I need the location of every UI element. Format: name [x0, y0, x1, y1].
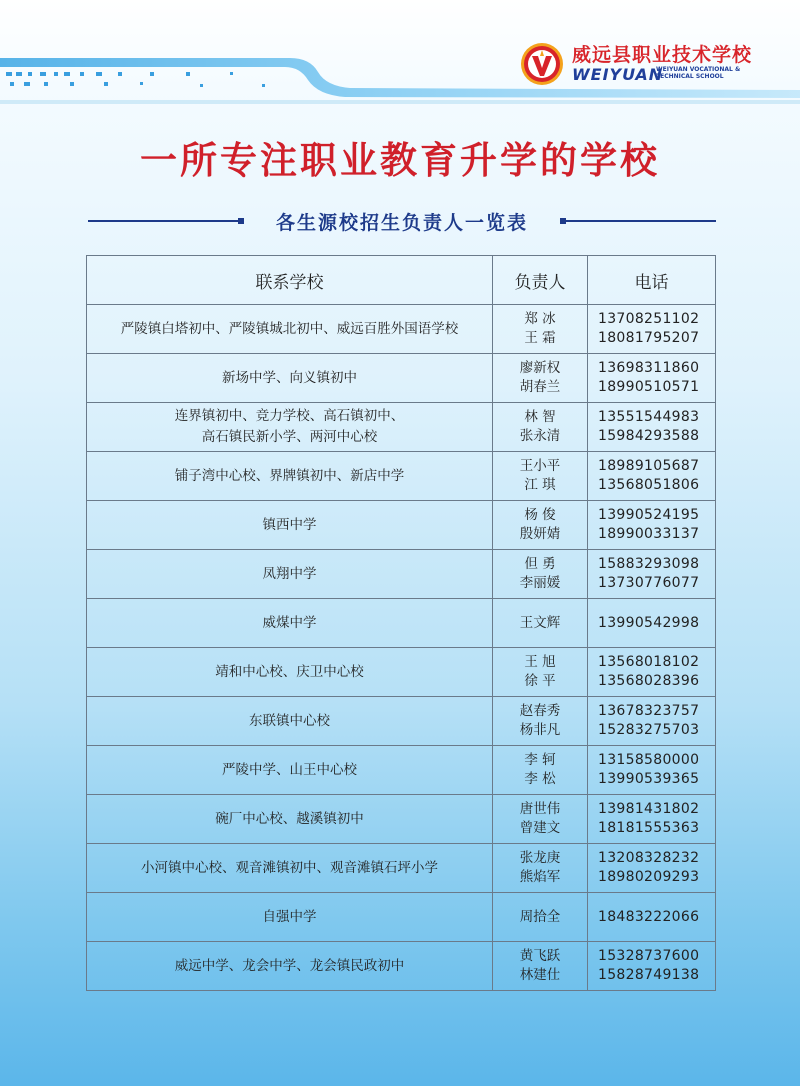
person-cell: [493, 648, 588, 697]
person-cell-line: 杨非凡: [519, 722, 561, 738]
phone-cell-line[interactable]: 13990542998: [598, 614, 700, 631]
phone-cell: [588, 648, 716, 697]
phone-cell-line[interactable]: 18181555363: [598, 820, 700, 836]
person-cell-line: 张永清: [519, 428, 561, 444]
school-cell-line: 凤翔中学: [262, 565, 317, 582]
school-cell: [87, 550, 493, 599]
person-cell: [493, 795, 588, 844]
table-header-row: [87, 256, 716, 305]
person-cell-line: 王小平: [519, 458, 561, 474]
school-cell: [87, 452, 493, 501]
phone-cell: [588, 403, 716, 452]
table-row: [87, 501, 716, 550]
phone-cell-line[interactable]: 18989105687: [598, 458, 700, 474]
phone-cell: [588, 942, 716, 991]
school-cell-line: 威煤中学: [262, 614, 317, 631]
person-cell-line: 林建仕: [519, 967, 561, 983]
person-cell: [493, 893, 588, 942]
phone-cell: [588, 746, 716, 795]
phone-cell-line[interactable]: 13708251102: [598, 311, 700, 327]
school-cell: [87, 893, 493, 942]
phone-cell: [588, 795, 716, 844]
phone-cell: [588, 893, 716, 942]
person-cell-line: 王文辉: [519, 614, 561, 631]
person-cell: [493, 305, 588, 354]
table-row: [87, 305, 716, 354]
header-phone: 电话: [588, 256, 716, 305]
person-cell-line: 赵春秀: [519, 703, 561, 719]
person-cell-line: 但 勇: [524, 556, 556, 572]
school-cell-line: 新场中学、向义镇初中: [222, 369, 357, 386]
phone-cell: [588, 452, 716, 501]
phone-cell-line[interactable]: 18980209293: [598, 869, 700, 885]
school-cell-line: 小河镇中心校、观音滩镇初中、观音滩镇石坪小学: [141, 859, 438, 876]
school-cell: [87, 844, 493, 893]
school-emblem-icon: [520, 42, 564, 86]
person-cell-line: 江 琪: [524, 477, 556, 493]
phone-cell-line[interactable]: 13698311860: [598, 360, 700, 376]
phone-cell-line[interactable]: 15328737600: [598, 948, 700, 964]
school-cell: [87, 942, 493, 991]
phone-cell: [588, 550, 716, 599]
school-cell-line: 高石镇民新小学、两河中心校: [201, 429, 378, 445]
person-cell-line: 李 轲: [524, 752, 556, 768]
person-cell-line: 熊焰军: [519, 869, 561, 885]
phone-cell-line[interactable]: 13990524195: [598, 507, 700, 523]
person-cell-line: 廖新权: [519, 360, 561, 376]
person-cell-line: 王 旭: [524, 654, 556, 670]
school-cell-line: 靖和中心校、庆卫中心校: [215, 663, 364, 680]
school-logo: [520, 38, 775, 88]
person-cell: [493, 942, 588, 991]
school-cell: [87, 648, 493, 697]
phone-cell-line[interactable]: 13678323757: [598, 703, 700, 719]
table-row: [87, 795, 716, 844]
phone-cell-line[interactable]: 13730776077: [598, 575, 700, 591]
school-cell-line: 威远中学、龙会中学、龙会镇民政初中: [174, 957, 405, 974]
table-body: [87, 305, 716, 991]
phone-cell-line[interactable]: 18081795207: [598, 330, 700, 346]
subtitle-row: [88, 208, 716, 234]
person-cell: [493, 599, 588, 648]
school-cell: [87, 354, 493, 403]
phone-cell-line[interactable]: 13208328232: [598, 850, 700, 866]
phone-cell: [588, 305, 716, 354]
phone-cell-line[interactable]: 13158580000: [598, 752, 700, 768]
person-cell: [493, 697, 588, 746]
phone-cell-line[interactable]: 13568018102: [598, 654, 700, 670]
school-cell-line: 自强中学: [262, 908, 317, 925]
school-name-cn: 威远县职业技术学校: [572, 44, 753, 66]
person-cell-line: 黄飞跃: [519, 948, 561, 964]
phone-cell: [588, 501, 716, 550]
person-cell: [493, 354, 588, 403]
person-cell-line: 周拾全: [519, 908, 561, 925]
person-cell: [493, 550, 588, 599]
table-row: [87, 844, 716, 893]
contacts-table: [86, 255, 716, 991]
person-cell-line: 李 松: [524, 771, 556, 787]
phone-cell-line[interactable]: 13568051806: [598, 477, 700, 493]
table-row: [87, 550, 716, 599]
page-headline: 一所专注职业教育升学的学校: [140, 139, 660, 182]
school-cell-line: 严陵镇白塔初中、严陵镇城北初中、威远百胜外国语学校: [120, 320, 459, 337]
person-cell-line: 唐世伟: [519, 801, 561, 817]
school-cell: [87, 403, 493, 452]
person-cell: [493, 844, 588, 893]
school-cell-line: 严陵中学、山王中心校: [222, 761, 357, 778]
school-cell-line: 铺子湾中心校、界牌镇初中、新店中学: [174, 467, 405, 484]
phone-cell-line[interactable]: 18990510571: [598, 379, 700, 395]
phone-cell-line[interactable]: 15984293588: [598, 428, 700, 444]
phone-cell-line[interactable]: 13551544983: [598, 409, 700, 425]
person-cell-line: 胡春兰: [519, 379, 561, 395]
person-cell-line: 张龙庚: [519, 850, 561, 866]
school-name-en-sub: WEIYUAN VOCATIONAL & TECHNICAL SCHOOL: [656, 66, 741, 80]
school-cell: [87, 501, 493, 550]
header-person: 负责人: [493, 256, 588, 305]
school-cell-line: 东联镇中心校: [249, 712, 330, 729]
phone-cell-line[interactable]: 13568028396: [598, 673, 700, 689]
phone-cell: [588, 354, 716, 403]
phone-cell-line[interactable]: 13990539365: [598, 771, 700, 787]
person-cell-line: 李丽媛: [519, 575, 561, 591]
school-cell-line: 镇西中学: [262, 516, 317, 533]
phone-cell-line[interactable]: 18990033137: [598, 526, 700, 542]
person-cell-line: 王 霜: [524, 330, 556, 346]
table-row: [87, 648, 716, 697]
table-row: [87, 354, 716, 403]
person-cell-line: 林 智: [524, 409, 556, 425]
person-cell: [493, 501, 588, 550]
person-cell-line: 殷妍婧: [519, 526, 561, 542]
person-cell-line: 曾建文: [519, 820, 561, 836]
school-cell: [87, 305, 493, 354]
phone-cell: [588, 844, 716, 893]
subtitle-rule-right: [566, 220, 716, 222]
school-cell: [87, 697, 493, 746]
table-row: [87, 746, 716, 795]
phone-cell-line[interactable]: 15828749138: [598, 967, 700, 983]
table-row: [87, 452, 716, 501]
phone-cell: [588, 697, 716, 746]
person-cell: [493, 403, 588, 452]
school-name-en: WEIYUAN: [572, 65, 664, 84]
phone-cell: [588, 599, 716, 648]
school-cell-line: 连界镇初中、竞力学校、高石镇初中、: [174, 408, 405, 424]
person-cell: [493, 746, 588, 795]
school-cell: [87, 746, 493, 795]
table-row: [87, 599, 716, 648]
school-cell-line: 碗厂中心校、越溪镇初中: [215, 810, 364, 827]
phone-cell-line[interactable]: 13981431802: [598, 801, 700, 817]
person-cell-line: 杨 俊: [524, 507, 556, 523]
person-cell-line: 郑 冰: [524, 311, 556, 327]
phone-cell-line[interactable]: 15883293098: [598, 556, 700, 572]
school-cell: [87, 599, 493, 648]
phone-cell-line[interactable]: 15283275703: [598, 722, 700, 738]
table-row: [87, 403, 716, 452]
person-cell-line: 徐 平: [524, 673, 556, 689]
table-row: [87, 893, 716, 942]
header-school: 联系学校: [87, 256, 493, 305]
phone-cell-line[interactable]: 18483222066: [598, 908, 700, 925]
table-title: 各生源校招生负责人一览表: [275, 212, 528, 234]
school-cell: [87, 795, 493, 844]
person-cell: [493, 452, 588, 501]
table-row: [87, 942, 716, 991]
table-row: [87, 697, 716, 746]
